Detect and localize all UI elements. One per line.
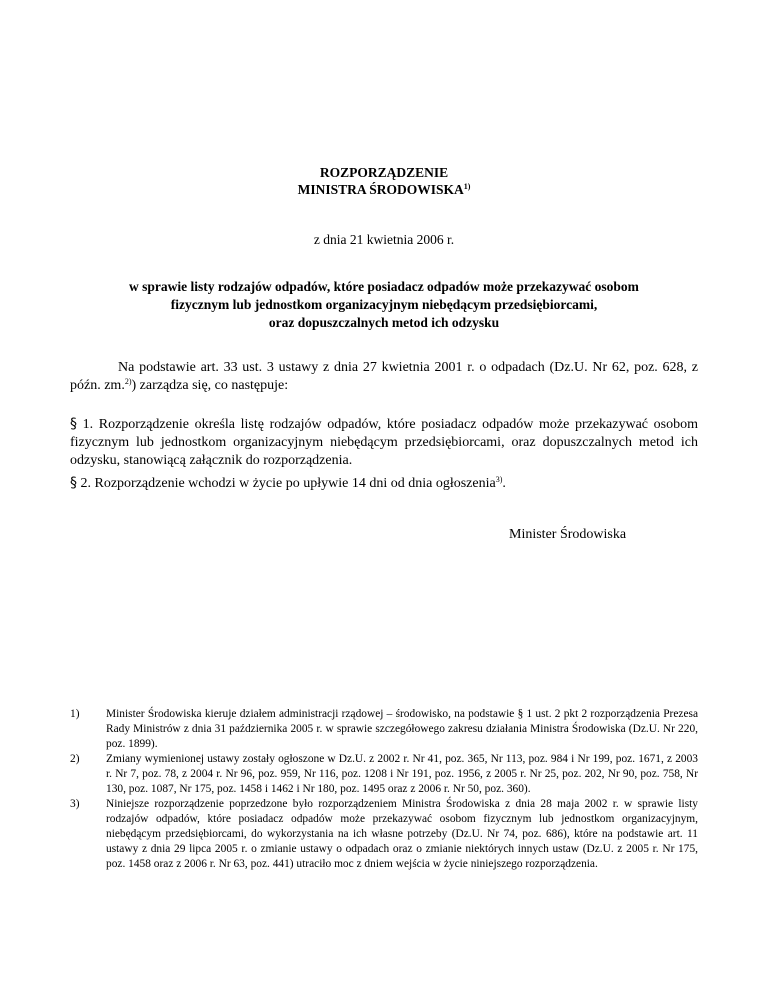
footnote-item [70, 707, 698, 752]
section-2-text: 2. Rozporządzenie wchodzi w życie po upływie 14 dni od dnia ogłoszenia [77, 476, 496, 491]
legal-basis-paragraph [70, 359, 698, 395]
section-1-text: 1. Rozporządzenie określa listę rodzajów odpadów, które posiadacz odpadów może przekazywać osobom fizycznym lub jednostkom organizacyjnym niebędącym przedsiębiorcami, oraz dopuszczalnych metod ich odzysku, stanowiącą załącznik do rozporządzenia. [70, 417, 698, 468]
footnote-ref-1[interactable]: 1) [463, 182, 471, 191]
footnote-ref-3[interactable]: 3) [495, 475, 503, 484]
section-symbol: § [70, 475, 77, 491]
footnote-ref-2[interactable]: 2) [124, 377, 132, 386]
signature: Minister Środowiska [509, 527, 627, 542]
footnote-text: Niniejsze rozporządzenie poprzedzone było rozporządzeniem Ministra Środowiska z dnia 28 maja 2002 r. w sprawie listy rodzajów odpadów, które posiadacz odpadów może przekazywać osobom fizycznym lub jednostkom organizacyjnym, niebędącym przedsiębiorcami, do wykorzystania na ich własne potrzeby (Dz.U. Nr 74, poz. 686), które na podstawie art. 11 ustawy z dnia 29 lipca 2005 r. o zmianie ustawy o odpadach oraz o zmianie niektórych innych ustaw (Dz.U. z 2005 r. Nr 175, poz. 1458 oraz z 2006 r. Nr 63, poz. 441) utraciło moc z dniem wejścia w życie niniejszego rozporządzenia. [106, 798, 698, 870]
subject-line-3: oraz dopuszczalnych metod ich odzysku [268, 315, 500, 330]
section-2-end: . [502, 476, 506, 491]
footnote-text: Zmiany wymienionej ustawy zostały ogłoszone w Dz.U. z 2002 r. Nr 41, poz. 365, Nr 113, poz. 984 i Nr 199, poz. 1671, z 2003 r. Nr 7, poz. 78, z 2004 r. Nr 96, poz. 959, Nr 116, poz. 1208 i Nr 191, poz. 1956, z 2005 r. Nr 25, poz. 202, Nr 90, poz. 758, Nr 130, poz. 1087, Nr 175, poz. 1458 i 1462 i Nr 180, poz. 1495 oraz z 2006 r. Nr 50, poz. 360). [106, 753, 698, 795]
footnote-item [70, 752, 698, 797]
title-line-2 [0, 181, 768, 198]
document-subject [70, 278, 698, 332]
subject-line-2: fizycznym lub jednostkom organizacyjnym niebędącym przedsiębiorcami, [170, 297, 598, 312]
footnote-number: 1) [70, 708, 80, 720]
title-line-2-text: MINISTRA ŚRODOWISKA [297, 182, 464, 197]
subject-line-1: w sprawie listy rodzajów odpadów, które posiadacz odpadów może przekazywać osobom [129, 279, 639, 294]
footnotes-list [70, 707, 698, 872]
section-symbol: § [70, 416, 77, 432]
title-line-1: ROZPORZĄDZENIE [319, 165, 449, 180]
footnote-item [70, 797, 698, 872]
document-title [0, 164, 768, 198]
section-1-paragraph [70, 415, 698, 470]
document-date: z dnia 21 kwietnia 2006 r. [313, 232, 455, 247]
footnote-text: Minister Środowiska kieruje działem administracji rządowej – środowisko, na podstawie § 1 ust. 2 pkt 2 rozporządzenia Prezesa Rady Ministrów z dnia 31 października 2005 r. w sprawie szczegółowego zakresu działania Ministra Środowiska (Dz.U. Nr 220, poz. 1899). [106, 708, 698, 750]
section-2-paragraph [70, 474, 698, 493]
footnote-number: 2) [70, 753, 80, 765]
legal-basis-text-end: ) zarządza się, co następuje: [131, 378, 289, 393]
footnote-number: 3) [70, 798, 80, 810]
legal-basis-text: Na podstawie art. 33 ust. 3 ustawy z dnia 27 kwietnia 2001 r. o odpadach (Dz.U. Nr 62, poz. 628, z późn. zm. [70, 360, 698, 393]
